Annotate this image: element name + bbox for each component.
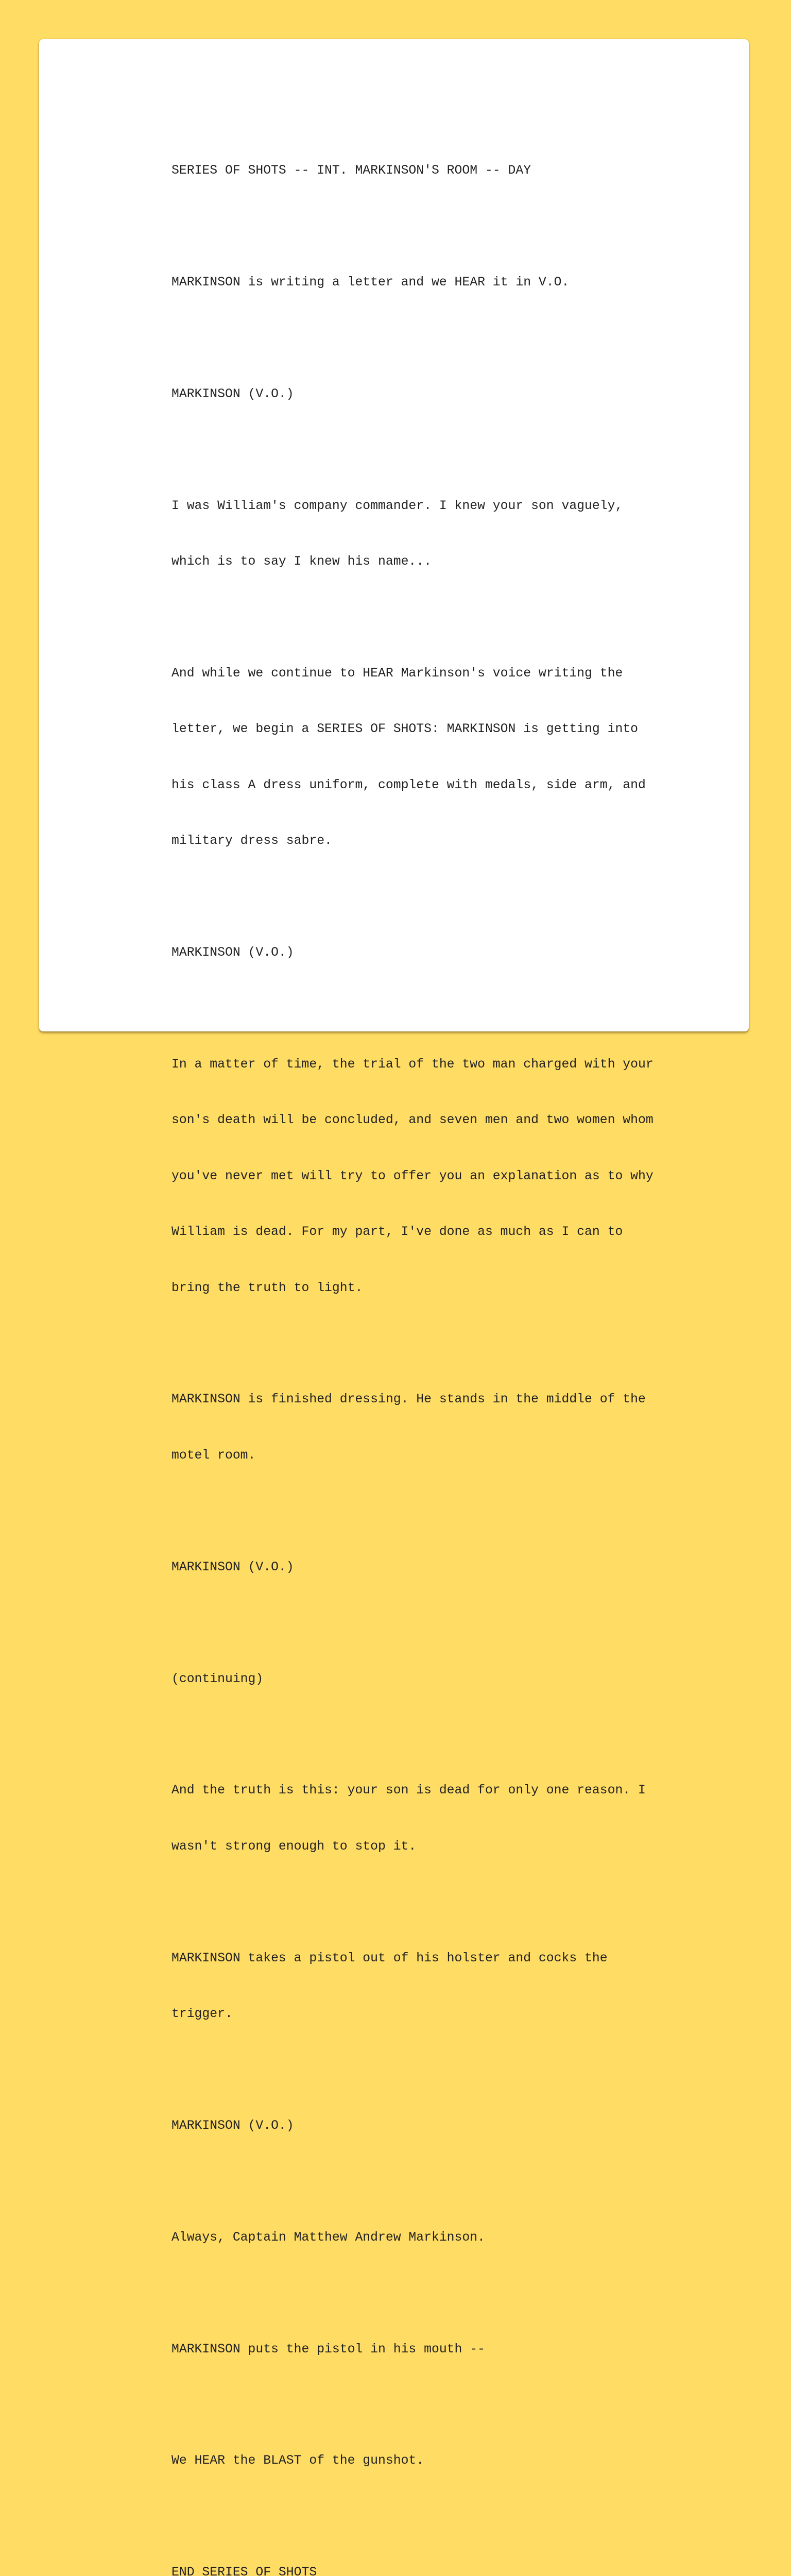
text-line: We HEAR the BLAST of the gunshot. <box>171 2453 424 2468</box>
dialogue-paragraph <box>171 1018 666 1334</box>
text-line: Always, Captain Matthew Andrew Markinson. <box>171 2230 485 2245</box>
dialogue-paragraph <box>171 2191 666 2284</box>
text-line: which is to say I knew his name... <box>171 554 432 569</box>
action-paragraph <box>171 627 666 888</box>
dialogue-paragraph <box>171 459 666 608</box>
text-line: (continuing) <box>171 1671 264 1686</box>
text-line: letter, we begin a SERIES OF SHOTS: MARKINSON is getting into <box>171 722 638 737</box>
screenplay-text <box>171 124 666 2576</box>
text-line: bring the truth to light. <box>171 1280 363 1295</box>
text-line: son's death will be concluded, and seven men and two women whom <box>171 1113 654 1128</box>
character-cue <box>171 2079 666 2173</box>
text-line: his class A dress uniform, complete with medals, side arm, and <box>171 777 646 792</box>
text-line: MARKINSON (V.O.) <box>171 1560 294 1574</box>
transition <box>171 2526 666 2576</box>
text-line: MARKINSON (V.O.) <box>171 2118 294 2133</box>
text-line: you've never met will try to offer you an explanation as to why <box>171 1168 654 1183</box>
text-line: END SERIES OF SHOTS <box>171 2565 317 2576</box>
action-paragraph <box>171 2302 666 2396</box>
action-paragraph <box>171 1911 666 2060</box>
text-line: In a matter of time, the trial of the two man charged with your <box>171 1057 654 1072</box>
text-line: wasn't strong enough to stop it. <box>171 1839 417 1854</box>
text-line: military dress sabre. <box>171 834 332 849</box>
text-line: motel room. <box>171 1448 256 1463</box>
text-line: MARKINSON puts the pistol in his mouth -- <box>171 2342 485 2357</box>
action-paragraph <box>171 2414 666 2507</box>
parenthetical <box>171 1632 666 1725</box>
document-card <box>39 39 749 2576</box>
text-line: MARKINSON (V.O.) <box>171 386 294 401</box>
text-line: William is dead. For my part, I've done as much as I can to <box>171 1225 623 1240</box>
action-paragraph <box>171 1353 666 1502</box>
text-line: And while we continue to HEAR Markinson's voice writing the <box>171 666 623 681</box>
text-line: I was William's company commander. I knew your son vaguely, <box>171 498 623 513</box>
dialogue-paragraph <box>171 1744 666 1893</box>
text-line: And the truth is this: your son is dead for only one reason. I <box>171 1783 646 1798</box>
text-line: SERIES OF SHOTS -- INT. MARKINSON'S ROOM -- DAY <box>171 163 531 178</box>
character-cue <box>171 906 666 999</box>
action-paragraph <box>171 236 666 329</box>
scene-heading <box>171 124 666 217</box>
text-line: MARKINSON is writing a letter and we HEAR it in V.O. <box>171 275 570 290</box>
character-cue <box>171 348 666 441</box>
text-line: trigger. <box>171 2007 233 2022</box>
character-cue <box>171 1520 666 1614</box>
text-line: MARKINSON takes a pistol out of his holster and cocks the <box>171 1951 608 1965</box>
text-line: MARKINSON (V.O.) <box>171 945 294 960</box>
text-line: MARKINSON is finished dressing. He stands in the middle of the <box>171 1392 646 1407</box>
